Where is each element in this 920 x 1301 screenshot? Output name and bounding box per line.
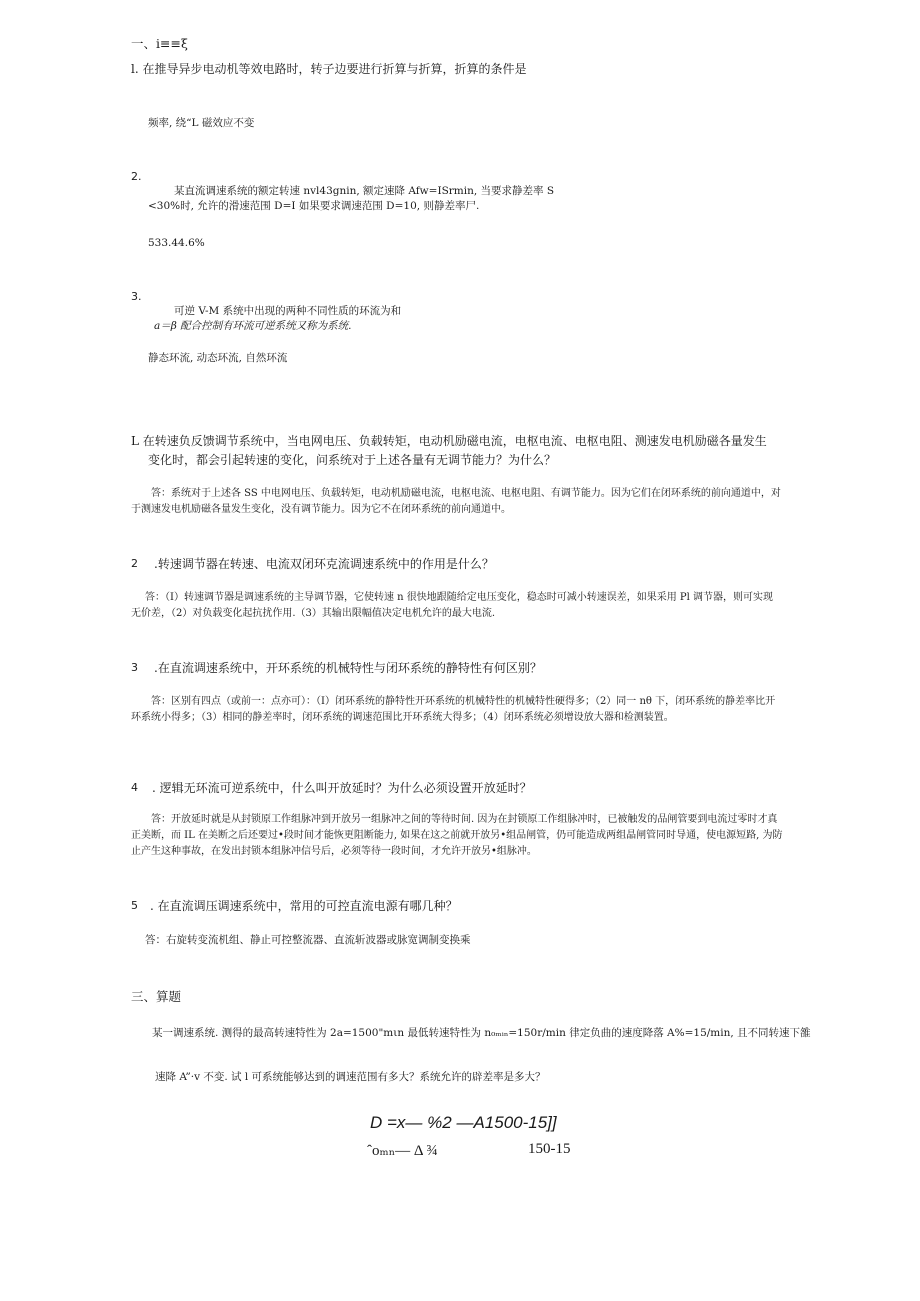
- question-2-2-number: 2: [131, 557, 138, 570]
- question-2-4-text: . 逻辑无环流可逆系统中，什么叫开放延时？为什么必须设置开放延时？: [152, 781, 532, 795]
- question-1-1-text: l. 在推导异步电动机等效电路时，转子边要进行折算与折算，折算的条件是: [131, 62, 527, 76]
- question-2-1-line2: 变化时，都会引起转速的变化，问系统对于上述各量有无调节能力？为什么？: [148, 453, 557, 467]
- question-1-3-number: 3.: [131, 290, 142, 303]
- question-1-3-line2: a＝β 配合控制有环流可逆系统又称为系统.: [154, 320, 352, 332]
- question-2-5-text: . 在直流调压调速系统中，常用的可控直流电源有哪几种？: [150, 899, 458, 913]
- question-2-2-answer: 答：（I）转速调节器是调速系统的主导调节器，它使转速 n 很快地跟随给定电压变化，稳态时可减小转速误差，如果采用 Pl 调节器，则可实现无价差，（2）对负载变化起抗扰作用.（3）其输出限幅值决定电机允许的最大电流.: [131, 592, 774, 619]
- question-1-2-line1: 某直流调速系统的额定转速 nvl43gnin, 额定速降 Afw=ISrmin, 当要求静差率 S: [174, 185, 555, 197]
- question-2-1-line1: L 在转速负反馈调节系统中，当电网电压、负载转矩，电动机励磁电流，电枢电流、电枢电阻、测速发电机励磁各量发生: [131, 434, 767, 448]
- question-1-3-line1: 可逆 V-M 系统中出现的两种不同性质的环流为和: [174, 305, 402, 317]
- question-1-2-number: 2.: [131, 170, 142, 183]
- question-2-3-number: 3: [131, 661, 138, 674]
- formula-denominator-left: ˆoₘₙ— Δ ¾: [367, 1143, 438, 1159]
- question-2-2-text: .转速调节器在转速、电流双闭环克流调速系统中的作用是什么？: [154, 557, 494, 571]
- question-1-3-answer: 静态环流, 动态环流, 自然环流: [148, 352, 288, 364]
- section-1-heading: 一、i≡≡ξ: [131, 36, 188, 51]
- question-2-3-answer: 答：区别有四点（或前一：点亦可）：（I）闭环系统的静特性开环系统的机械特性的机械特性硬得多；（2）同一 nθ 下，闭环系统的静差率比开环系统小得多；（3）相同的静差率时，闭环系统的调速范围比开环系统大得多；（4）闭环系统必须增设放大器和检测装置。: [131, 696, 776, 723]
- problem-line-1: 某一调速系统. 测得的最高转速特性为 2a=1500"mιn 最低转速特性为 n₀ₘᵢₙ=150r/min 律定负曲的速度降落 A%=15/min, 且不同转速下雒: [152, 1027, 811, 1039]
- problem-line-2: 速降 A”·v 不变. 试 l 可系统能够达到的调速范围有多大？系统允许的辟差率是多大？: [155, 1071, 546, 1083]
- question-2-4-answer: 答：开放延时就是从封锁原工作组脉冲到开放另一组脉冲之间的等待时间. 因为在封锁原工作组脉冲时，已被触发的品闸管要到电流过零时才真正美断，而 IL 在美断之后还要过•段时间才能恢更阻断能力, 如果在这之前就开放另•组品闸管，仍可能造成两组晶闸管同时导通，使电源短路, 为防止产生这种事故，在发出封锁本组脉冲信号后，必须等待一段时间，才允许开放另•组脉冲。: [131, 814, 783, 857]
- question-2-5-number: 5: [131, 899, 138, 912]
- question-2-3-text: .在直流调速系统中，开环系统的机械特性与闭环系统的静特性有何区别？: [154, 661, 542, 675]
- section-3-heading: 三、算题: [131, 989, 182, 1004]
- question-1-1-answer: 频率, 绕“L 磁效应不变: [148, 117, 255, 129]
- question-2-4-number: 4: [131, 781, 138, 794]
- question-2-1-answer: 答：系统对于上述各 SS 中电网电压、负载转矩，电动机励磁电流，电枢电流、电枢电阻、有调节能力。因为它们在闭环系统的前向通道中，对于测速发电机励磁各量发生变化，没有调节能力。因为它不在闭环系统的前向通道中。: [131, 488, 781, 515]
- question-1-2-answer: 533.44.6%: [148, 237, 205, 249]
- formula-top-line: D =x— %2 —A1500-15]]: [370, 1113, 557, 1132]
- formula-denominator-right: 150-15: [528, 1141, 571, 1157]
- question-2-5-answer: 答：右旋转变流机组、静止可控整流器、直流斩波器或脉宽调制变换乘: [145, 934, 471, 946]
- question-1-2-line2: <30%时, 允许的滑速范围 D=I 如果要求调速范围 D=10, 则静差率尸.: [148, 200, 480, 212]
